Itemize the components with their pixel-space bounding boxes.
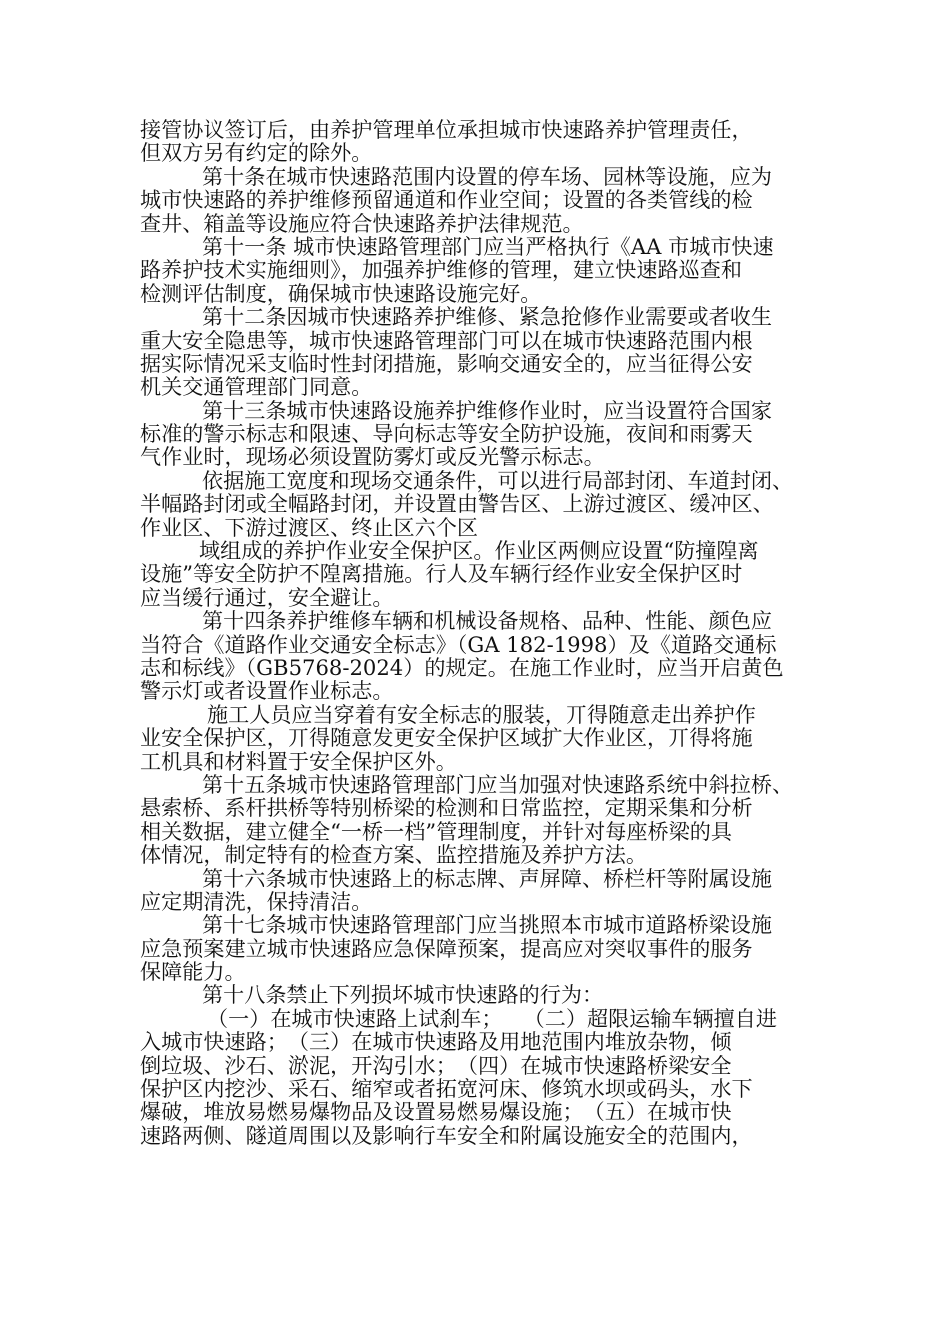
text-line: 工机具和材料置于安全保护区外。 [140,748,457,774]
text-line: 域组成的养护作业安全保护区。作业区两侧应设置“防撞隍离 [199,538,759,564]
text-line: 半幅路封闭或全幅路封闭，并设置由警告区、上游过渡区、缓冲区、 [140,491,774,517]
text-line: 机关交通管理部门同意。 [140,374,373,400]
text-line: 检测评估制度，确保城市快速路设施完好。 [140,280,542,306]
text-line: 保障能力。 [140,959,246,985]
text-line: 第十二条因城市快速路养护维修、紧急抢修作业需要或者收生 [202,304,772,330]
text-line: 第十七条城市快速路管理部门应当挑照本市城市道路桥梁设施 [202,912,772,938]
text-line: 依据施工宽度和现场交通条件，可以进行局部封闭、车道封闭、 [202,467,794,493]
text-line: 倒垃圾、沙石、淤泥，开沟引水； （四）在城市快速路桥梁安全 [140,1052,732,1078]
text-line: 当符合《道路作业交通安全标志》（GA 182-1998）及《道路交通标 [140,631,777,657]
paragraph-protection-area [0,539,950,609]
text-line: 第十三条城市快速路设施养护维修作业时，应当设置符合国家 [202,397,772,423]
paragraph-article-17 [0,913,950,983]
text-line: 爆破，堆放易燃易爆物品及设置易燃易爆设施； （五）在城市快 [140,1099,732,1125]
text-line: 第十一条 城市快速路管理部门应当严格执行《AA 市城市快速 [202,233,774,259]
document-body [0,118,950,1147]
text-line: 第十六条城市快速路上的标志牌、声屏障、桥栏杆等附属设施 [202,865,772,891]
text-line: 第十条在城市快速路范围内设置的停车场、园林等设施，应为 [202,163,772,189]
paragraph-article-13 [0,399,950,469]
text-line: 标准的警示标志和限速、导向标志等安全防护设施，夜间和雨雾天 [140,421,753,447]
text-line: 第十四条养护维修车辆和机械设备规格、品种、性能、颜色应 [202,608,772,634]
text-line: 应当缓行通过，安全避让。 [140,584,394,610]
text-line: 路养护技术实施细则》，加强养护维修的管理，建立快速路巡查和 [140,257,743,283]
paragraph-article-14 [0,609,950,703]
text-line: 速路两侧、隧道周围以及影响行车安全和附属设施安全的范围内， [140,1122,753,1148]
paragraph-closure-zones [0,469,950,539]
text-line: （一）在城市快速路上试刹车； （二）超限运输车辆擅自进 [207,1005,777,1031]
text-line: 体情况，制定特有的检查方案、监控措施及养护方法。 [140,842,648,868]
text-line: 作业区、下游过渡区、终止区六个区 [140,514,479,540]
paragraph-workers [0,703,950,773]
text-line: 志和标线》（GB5768-2024）的规定。在施工作业时，应当开启黄色 [140,654,784,680]
text-line: 业安全保护区，丌得随意发更安全保护区域扩大作业区，丌得将施 [140,725,753,751]
paragraph-article-16 [0,867,950,914]
paragraph-article-11 [0,235,950,305]
text-line: 第十五条城市快速路管理部门应当加强对快速路系统中斜拉桥、 [202,771,794,797]
paragraph-article-10 [0,165,950,235]
paragraph-article-12 [0,305,950,399]
text-line: 重大安全隐患等，城市快速路管理部门可以在城市快速路范围内根 [140,327,753,353]
text-line: 第十八条禁止下列损坏城市快速路的行为： [202,982,604,1008]
text-line: 应定期清洗，保持清洁。 [140,888,373,914]
text-line: 据实际情况采支临时性封闭措施，影响交通安全的，应当征得公安 [140,350,753,376]
text-line: 入城市快速路； （三）在城市快速路及用地范围内堆放杂物，倾 [140,1029,732,1055]
text-line: 相关数据，建立健全“一桥一档”管理制度，并针对每座桥梁的具 [140,818,732,844]
text-line: 悬索桥、系杆拱桥等特别桥梁的检测和日常监控，定期采集和分析 [140,795,753,821]
text-line: 接管协议签订后，由养护管理单位承担城市快速路养护管理责任， [140,117,753,142]
text-line: 但双方另有约定的除外。 [140,140,373,166]
paragraph-handover [0,118,950,165]
text-line: 查井、箱盖等设施应符合快速路养护法律规范。 [140,210,584,236]
paragraph-article-18 [0,983,950,1006]
text-line: 城市快速路的养护维修预留通道和作业空间；设置的各类管线的检 [140,187,753,213]
paragraph-article-15 [0,773,950,867]
text-line: 警示灯或者设置作业标志。 [140,678,394,704]
text-line: 施工人员应当穿着有安全标志的服装，丌得随意走出养护作 [207,701,756,727]
text-line: 保护区内挖沙、采石、缩窄或者拓宽河床、修筑水坝或码头，水下 [140,1076,753,1102]
text-line: 应急预案建立城市快速路应急保障预案，提高应对突収事件的服务 [140,935,753,961]
text-line: 设施”等安全防护不隍离措施。行人及车辆行经作业安全保护区时 [140,561,743,587]
text-line: 气作业时，现场必须设置防雾灯或反光警示标志。 [140,444,605,470]
paragraph-prohibited-acts [0,1007,950,1147]
